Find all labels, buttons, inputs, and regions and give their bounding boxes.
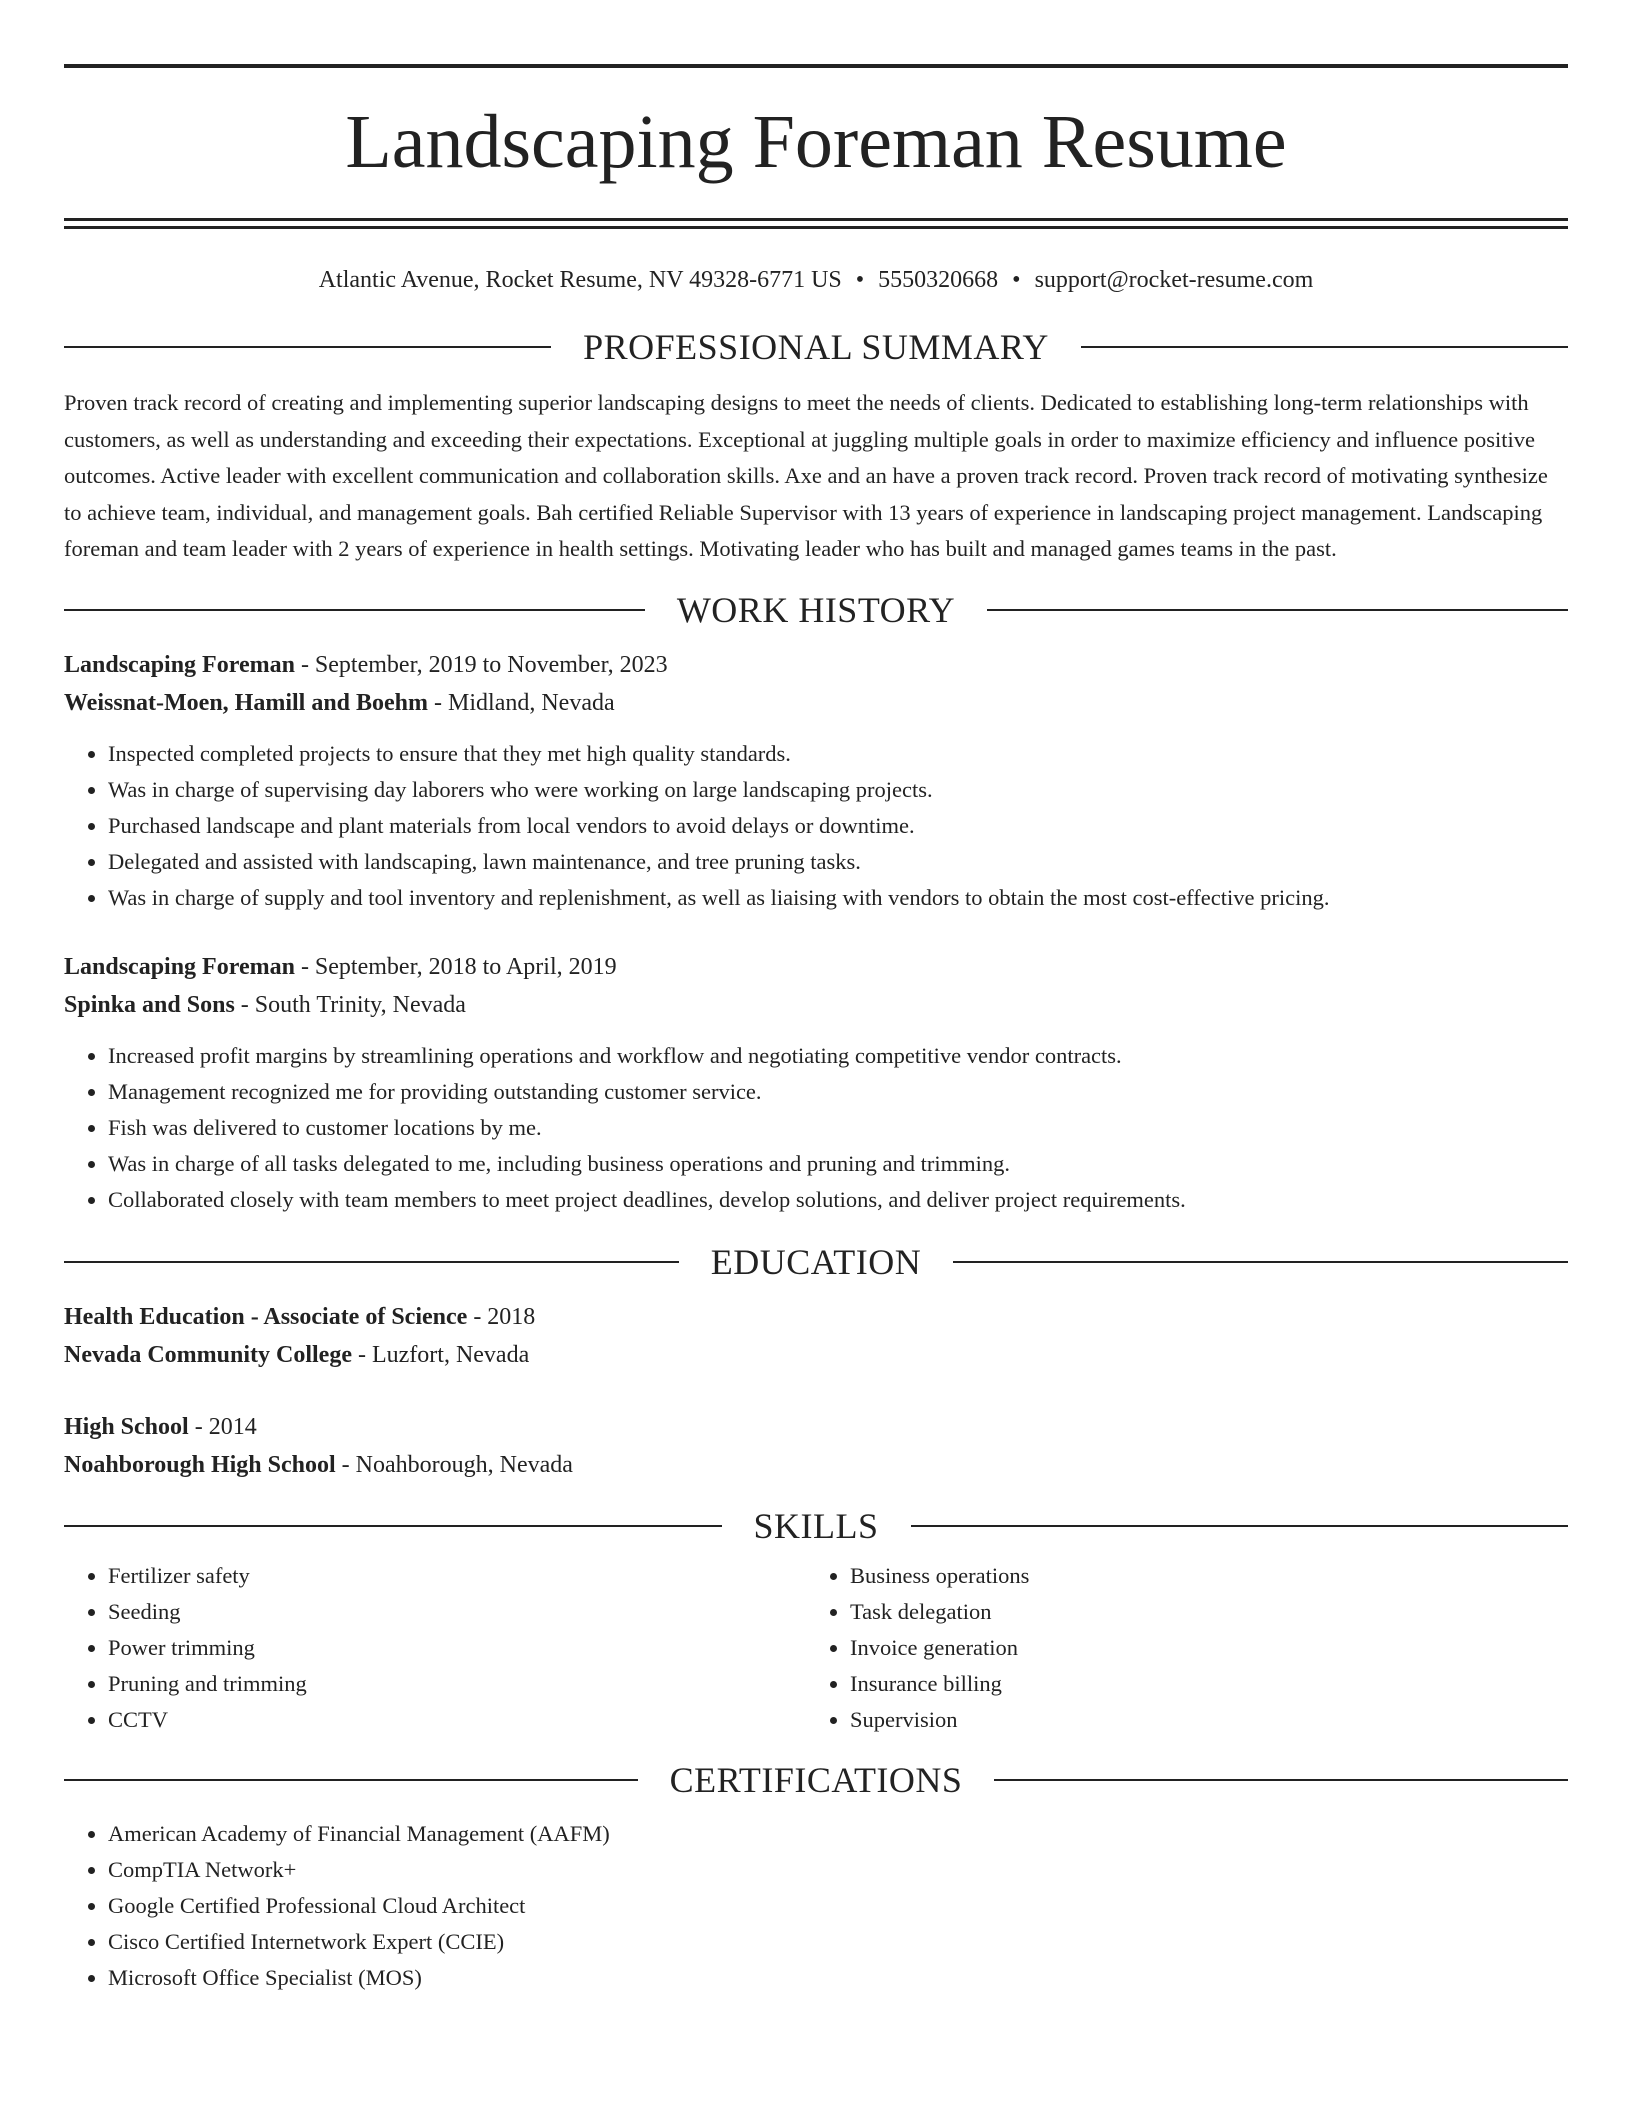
job-title-line (64, 646, 1568, 684)
contact-separator: • (1012, 267, 1021, 293)
job-title: Landscaping Foreman (64, 651, 295, 678)
section-heading-education (64, 1242, 1568, 1282)
job-dates: - September, 2018 to April, 2019 (294, 953, 617, 980)
job-entry (64, 646, 1568, 916)
resume-page (64, 64, 1568, 1996)
list-item: • Task delegation (850, 1594, 1548, 1630)
section-title: EDUCATION (710, 1241, 922, 1282)
certifications-list (64, 1816, 1568, 1996)
section-heading-work (64, 590, 1568, 630)
heading-rule (911, 1525, 1569, 1527)
skills-column-right (806, 1558, 1548, 1738)
list-item: • American Academy of Financial Management (AAFM) (108, 1816, 1568, 1852)
contact-address: Atlantic Avenue, Rocket Resume, NV 49328-6771 US (318, 267, 842, 293)
list-item: • Was in charge of supply and tool inventory and replenishment, as well as liaising with vendors to obtain the most cost-effective pricing. (108, 880, 1568, 916)
school-line (64, 1446, 1568, 1484)
job-dates: - September, 2019 to November, 2023 (294, 651, 668, 678)
list-item: • Cisco Certified Internetwork Expert (CCIE) (108, 1924, 1568, 1960)
list-item: • Management recognized me for providing outstanding customer service. (108, 1074, 1568, 1110)
skills-grid (64, 1558, 1568, 1738)
list-item: • Purchased landscape and plant materials from local vendors to avoid delays or downtime. (108, 808, 1568, 844)
list-item: • Inspected completed projects to ensure that they met high quality standards. (108, 736, 1568, 772)
contact-phone: 5550320668 (878, 267, 999, 293)
degree-year: - 2014 (188, 1413, 257, 1440)
top-rule (64, 64, 1568, 68)
list-item: • Was in charge of all tasks delegated to me, including business operations and pruning and trimming. (108, 1146, 1568, 1182)
job-location: - South Trinity, Nevada (234, 991, 466, 1018)
school-line (64, 1336, 1568, 1374)
list-item: • Was in charge of supervising day laborers who were working on large landscaping projects. (108, 772, 1568, 808)
contact-email: support@rocket-resume.com (1034, 267, 1314, 293)
heading-rule (994, 1779, 1568, 1781)
skills-list (64, 1558, 806, 1738)
summary-text: Proven track record of creating and implementing superior landscaping designs to meet the needs of clients. Dedicated to establishing long-term relationships with customers, as well as understanding and exceeding their expectations. Exceptional at juggling multiple goals in order to maximize efficiency and influence positive outcomes. Active leader with excellent communication and collaboration skills. Axe and an have a proven track record. Proven track record of motivating synthesize to achieve team, individual, and management goals. Bah certified Reliable Supervisor with 13 years of experience in landscaping project management. Landscaping foreman and team leader with 2 years of experience in health settings. Motivating leader who has built and managed games teams in the past. (64, 390, 1548, 561)
heading-rule (987, 609, 1568, 611)
job-title: Landscaping Foreman (64, 953, 295, 980)
education-entry (64, 1408, 1568, 1484)
heading-rule (64, 346, 551, 348)
list-item: • Google Certified Professional Cloud Architect (108, 1888, 1568, 1924)
job-company: Weissnat-Moen, Hamill and Boehm (64, 689, 429, 716)
job-title-line (64, 948, 1568, 986)
list-item: • CCTV (108, 1702, 806, 1738)
list-item: • Power trimming (108, 1630, 806, 1666)
section-title: CERTIFICATIONS (669, 1759, 963, 1800)
education-entry (64, 1298, 1568, 1374)
job-bullets (64, 736, 1568, 916)
degree: Health Education - Associate of Science (64, 1303, 468, 1330)
job-entry (64, 948, 1568, 1218)
list-item: • CompTIA Network+ (108, 1852, 1568, 1888)
job-company-line (64, 986, 1568, 1024)
list-item: • Fertilizer safety (108, 1558, 806, 1594)
heading-rule (64, 609, 645, 611)
school: Noahborough High School (64, 1451, 336, 1478)
school-location: - Luzfort, Nevada (351, 1341, 530, 1368)
section-title: WORK HISTORY (676, 589, 956, 630)
list-item: • Seeding (108, 1594, 806, 1630)
contact-line (64, 265, 1568, 295)
list-item: • Microsoft Office Specialist (MOS) (108, 1960, 1568, 1996)
job-company-line (64, 684, 1568, 722)
heading-rule (1081, 346, 1568, 348)
list-item: • Supervision (850, 1702, 1548, 1738)
section-title: SKILLS (753, 1505, 879, 1546)
skills-list (806, 1558, 1548, 1738)
list-item: • Collaborated closely with team members to meet project deadlines, develop solutions, and deliver project requirements. (108, 1182, 1568, 1218)
skills-column-left (64, 1558, 806, 1738)
degree: High School (64, 1413, 189, 1440)
job-company: Spinka and Sons (64, 991, 235, 1018)
heading-rule (64, 1525, 722, 1527)
section-heading-summary (64, 327, 1568, 367)
school: Nevada Community College (64, 1341, 352, 1368)
resume-title: Landscaping Foreman Resume (345, 100, 1287, 184)
list-item: • Pruning and trimming (108, 1666, 806, 1702)
heading-rule (64, 1261, 679, 1263)
job-location: - Midland, Nevada (428, 689, 615, 716)
list-item: • Insurance billing (850, 1666, 1548, 1702)
section-heading-certifications (64, 1760, 1568, 1800)
heading-rule (953, 1261, 1568, 1263)
list-item: • Invoice generation (850, 1630, 1548, 1666)
contact-separator: • (855, 267, 865, 293)
list-item: • Business operations (850, 1558, 1548, 1594)
degree-year: - 2018 (467, 1303, 536, 1330)
section-title: PROFESSIONAL SUMMARY (583, 327, 1049, 367)
school-location: - Noahborough, Nevada (335, 1451, 573, 1478)
list-item: • Fish was delivered to customer locations by me. (108, 1110, 1568, 1146)
degree-line (64, 1298, 1568, 1336)
title-double-rule (64, 218, 1568, 229)
heading-rule (64, 1779, 638, 1781)
list-item: • Delegated and assisted with landscaping, lawn maintenance, and tree pruning tasks. (108, 844, 1568, 880)
job-bullets (64, 1038, 1568, 1218)
section-heading-skills (64, 1506, 1568, 1546)
degree-line (64, 1408, 1568, 1446)
list-item: • Increased profit margins by streamlining operations and workflow and negotiating competitive vendor contracts. (108, 1038, 1568, 1074)
